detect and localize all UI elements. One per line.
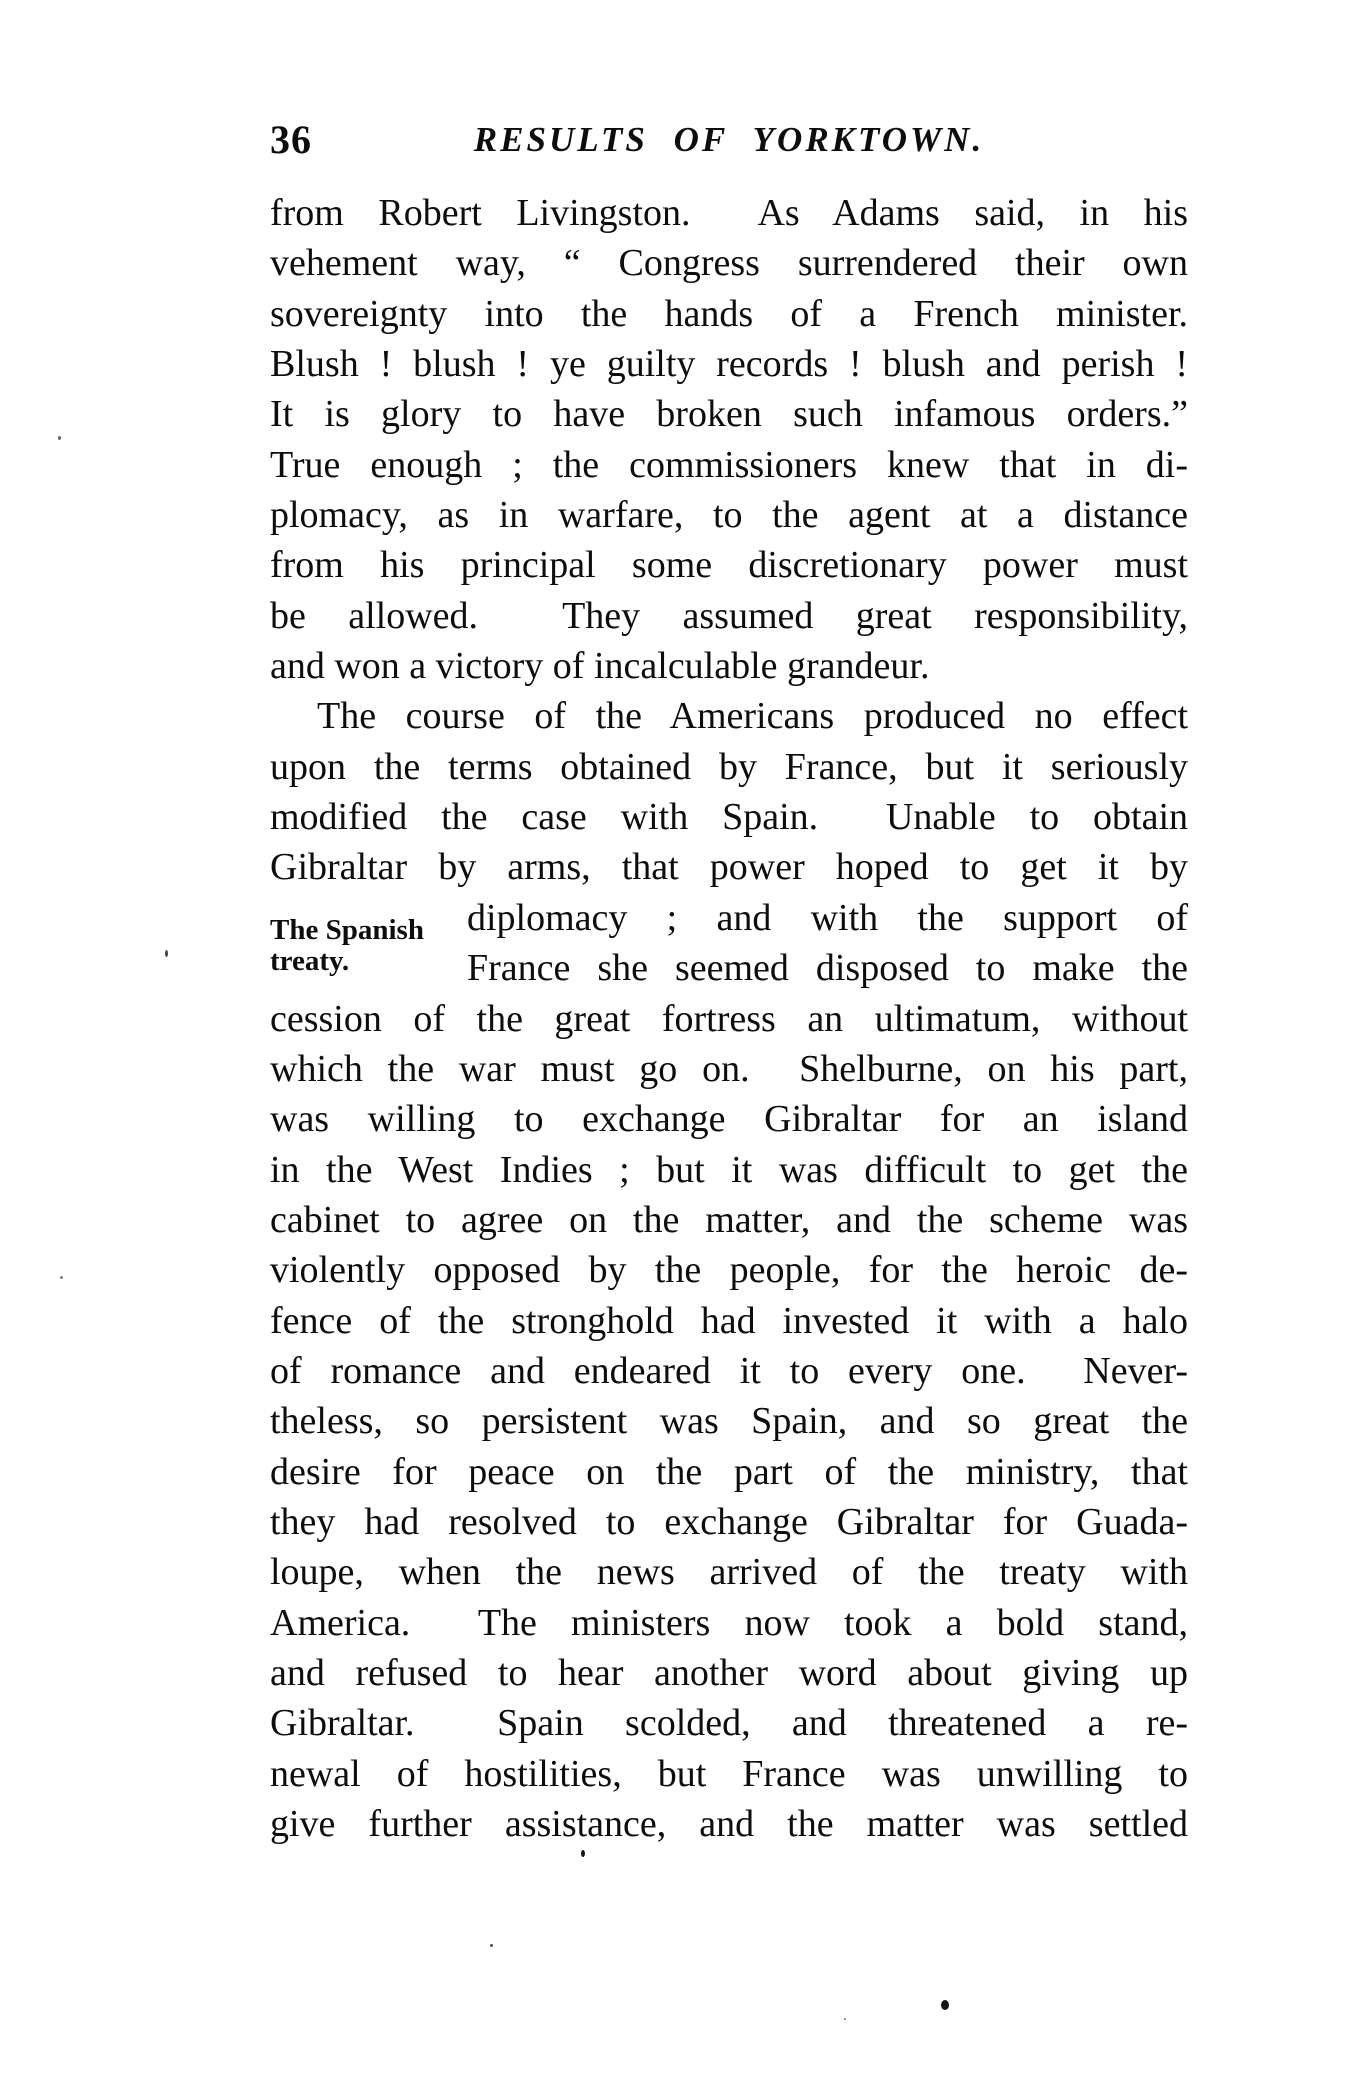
text-line: France she seemed disposed to make the bbox=[467, 947, 1188, 990]
text-line: It is glory to have broken such infamous orders.” bbox=[270, 393, 1188, 436]
text-line: upon the terms obtained by France, but it seriously bbox=[270, 745, 1188, 788]
text-line: newal of hostilities, but France was unwilling to bbox=[270, 1752, 1188, 1795]
page-body bbox=[270, 188, 1188, 1849]
text-line: and refused to hear another word about giving up bbox=[270, 1651, 1188, 1694]
text-line: Gibraltar by arms, that power hoped to get it by bbox=[270, 846, 1188, 889]
running-title: RESULTS OF YORKTOWN. bbox=[473, 120, 985, 159]
text-line: loupe, when the news arrived of the treaty with bbox=[270, 1551, 1188, 1594]
text-line: theless, so persistent was Spain, and so great the bbox=[270, 1400, 1188, 1443]
text-line: fence of the stronghold had invested it with a halo bbox=[270, 1299, 1188, 1342]
scan-speck bbox=[58, 436, 61, 440]
text-line: and won a victory of incalculable grandeur. bbox=[270, 645, 930, 688]
text-line: diplomacy ; and with the support of bbox=[467, 896, 1188, 939]
text-line: be allowed. They assumed great responsibility, bbox=[270, 594, 1188, 637]
page-header bbox=[270, 118, 1188, 164]
margin-note bbox=[270, 915, 465, 977]
text-line: in the West Indies ; but it was difficult to get the bbox=[270, 1148, 1188, 1191]
text-line: give further assistance, and the matter was settled bbox=[270, 1803, 1188, 1845]
text-line: violently opposed by the people, for the heroic de- bbox=[270, 1249, 1188, 1292]
scan-speck bbox=[581, 1850, 585, 1857]
text-line: of romance and endeared it to every one. Never- bbox=[270, 1349, 1188, 1392]
text-line: was willing to exchange Gibraltar for an island bbox=[270, 1098, 1188, 1141]
text-line: The course of the Americans produced no effect bbox=[317, 695, 1188, 738]
margin-note-line: The Spanish bbox=[270, 914, 424, 946]
page-number: 36 bbox=[270, 117, 312, 162]
text-line: plomacy, as in warfare, to the agent at a distance bbox=[270, 494, 1188, 537]
scan-speck bbox=[165, 950, 168, 957]
scan-speck bbox=[941, 2000, 949, 2010]
text-line: modified the case with Spain. Unable to obtain bbox=[270, 796, 1188, 839]
text-line: True enough ; the commissioners knew that in di- bbox=[270, 443, 1188, 486]
text-line: from Robert Livingston. As Adams said, in his bbox=[270, 192, 1188, 234]
text-line: cession of the great fortress an ultimatum, without bbox=[270, 997, 1188, 1040]
text-line: sovereignty into the hands of a French minister. bbox=[270, 292, 1188, 335]
text-line: vehement way, “ Congress surrendered their own bbox=[270, 242, 1188, 285]
text-line: cabinet to agree on the matter, and the scheme was bbox=[270, 1198, 1188, 1241]
scan-speck bbox=[60, 1276, 63, 1279]
text-line: which the war must go on. Shelburne, on his part, bbox=[270, 1047, 1188, 1090]
text-line: Blush ! blush ! ye guilty records ! blush and perish ! bbox=[270, 343, 1188, 386]
text-line: desire for peace on the part of the ministry, that bbox=[270, 1450, 1188, 1493]
scan-speck bbox=[490, 1944, 493, 1947]
scan-speck bbox=[844, 2018, 846, 2020]
text-line: they had resolved to exchange Gibraltar for Guada- bbox=[270, 1500, 1188, 1543]
text-line: Gibraltar. Spain scolded, and threatened a re- bbox=[270, 1702, 1188, 1745]
text-line: America. The ministers now took a bold stand, bbox=[270, 1601, 1188, 1644]
margin-note-line: treaty. bbox=[270, 945, 350, 977]
text-line: from his principal some discretionary power must bbox=[270, 544, 1188, 587]
